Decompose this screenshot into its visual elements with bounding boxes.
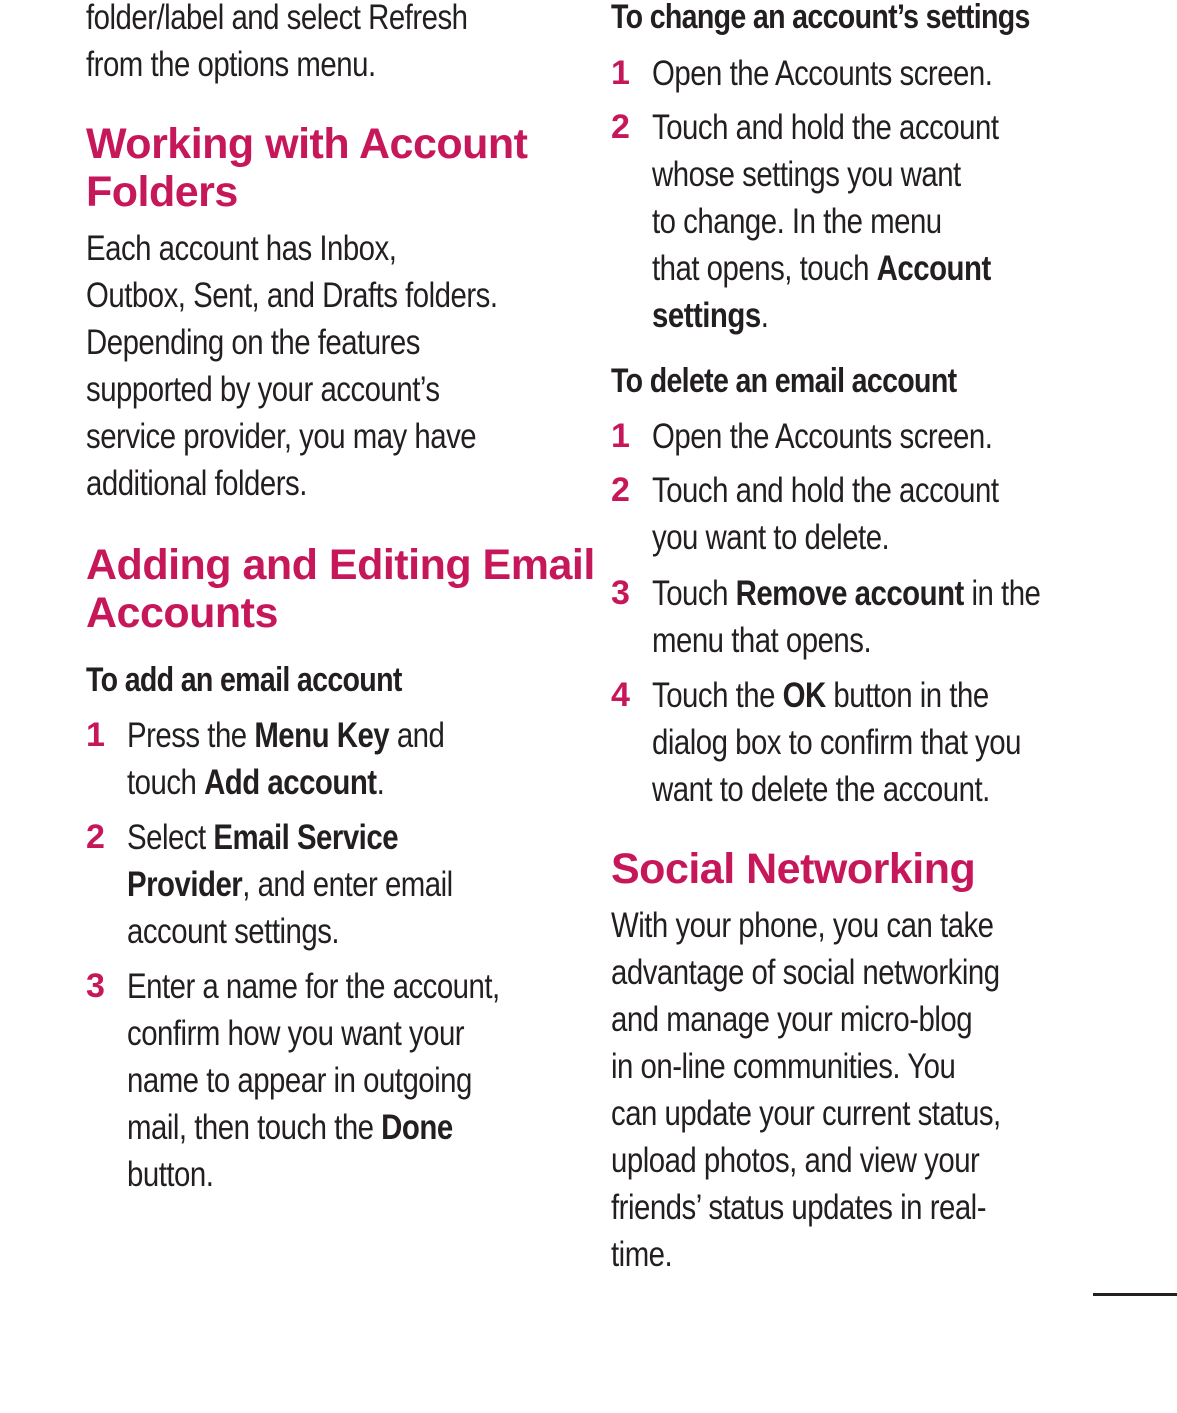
step-number: 3: [611, 574, 630, 612]
delete-step-3: 3 Touch Remove account in the menu that opens.: [611, 570, 1114, 664]
step-number: 4: [611, 676, 630, 714]
step-number: 2: [86, 818, 105, 856]
social-networking-paragraph: With your phone, you can take advantage of social networking and manage your micro-blog in on-line communities. You can update your current status, upload photos, and view your friends’ status updates in real- time.: [611, 906, 1001, 1274]
change-step-1: 1 Open the Accounts screen.: [611, 50, 1057, 97]
intro-paragraph: [86, 0, 540, 88]
subheading-change-settings: To change an account’s settings: [611, 0, 1030, 36]
section-title-social-networking: Social Networking: [611, 845, 976, 893]
change-step-2: 2 Touch and hold the account whose settings you want to change. In the menu that opens, touch Account settings.: [611, 104, 1065, 339]
intro-line: from the options menu.: [86, 45, 376, 84]
add-step-2: 2 Select Email Service Provider, and enter email account settings.: [86, 814, 515, 955]
delete-step-2: 2 Touch and hold the account you want to delete.: [611, 467, 1065, 561]
step-number: 3: [86, 967, 105, 1005]
subheading-delete-account: To delete an email account: [611, 362, 957, 400]
add-step-3: 3 Enter a name for the account, confirm how you want your name to appear in outgoing mail, then touch the Done button.: [86, 963, 571, 1198]
section-title-adding-editing: Adding and Editing Email Accounts: [86, 541, 595, 637]
add-step-1: 1 Press the Menu Key and touch Add account.: [86, 712, 505, 806]
step-number: 1: [611, 54, 630, 92]
delete-step-4: 4 Touch the OK button in the dialog box to confirm that you want to delete the account.: [611, 672, 1091, 813]
step-number: 1: [611, 417, 630, 455]
step-number: 2: [611, 471, 630, 509]
step-number: 2: [611, 108, 630, 146]
delete-step-1: 1 Open the Accounts screen.: [611, 413, 1057, 460]
intro-line: folder/label and select Refresh: [86, 0, 468, 37]
step-number: 1: [86, 716, 105, 754]
subheading-add-account: To add an email account: [86, 661, 402, 699]
section-title-account-folders: Working with Account Folders: [86, 120, 528, 216]
account-folders-paragraph: Each account has Inbox, Outbox, Sent, and Drafts folders. Depending on the features supported by your account’s service provider, you may have additional folders.: [86, 229, 498, 503]
page-footer-rule: [1093, 1293, 1177, 1296]
